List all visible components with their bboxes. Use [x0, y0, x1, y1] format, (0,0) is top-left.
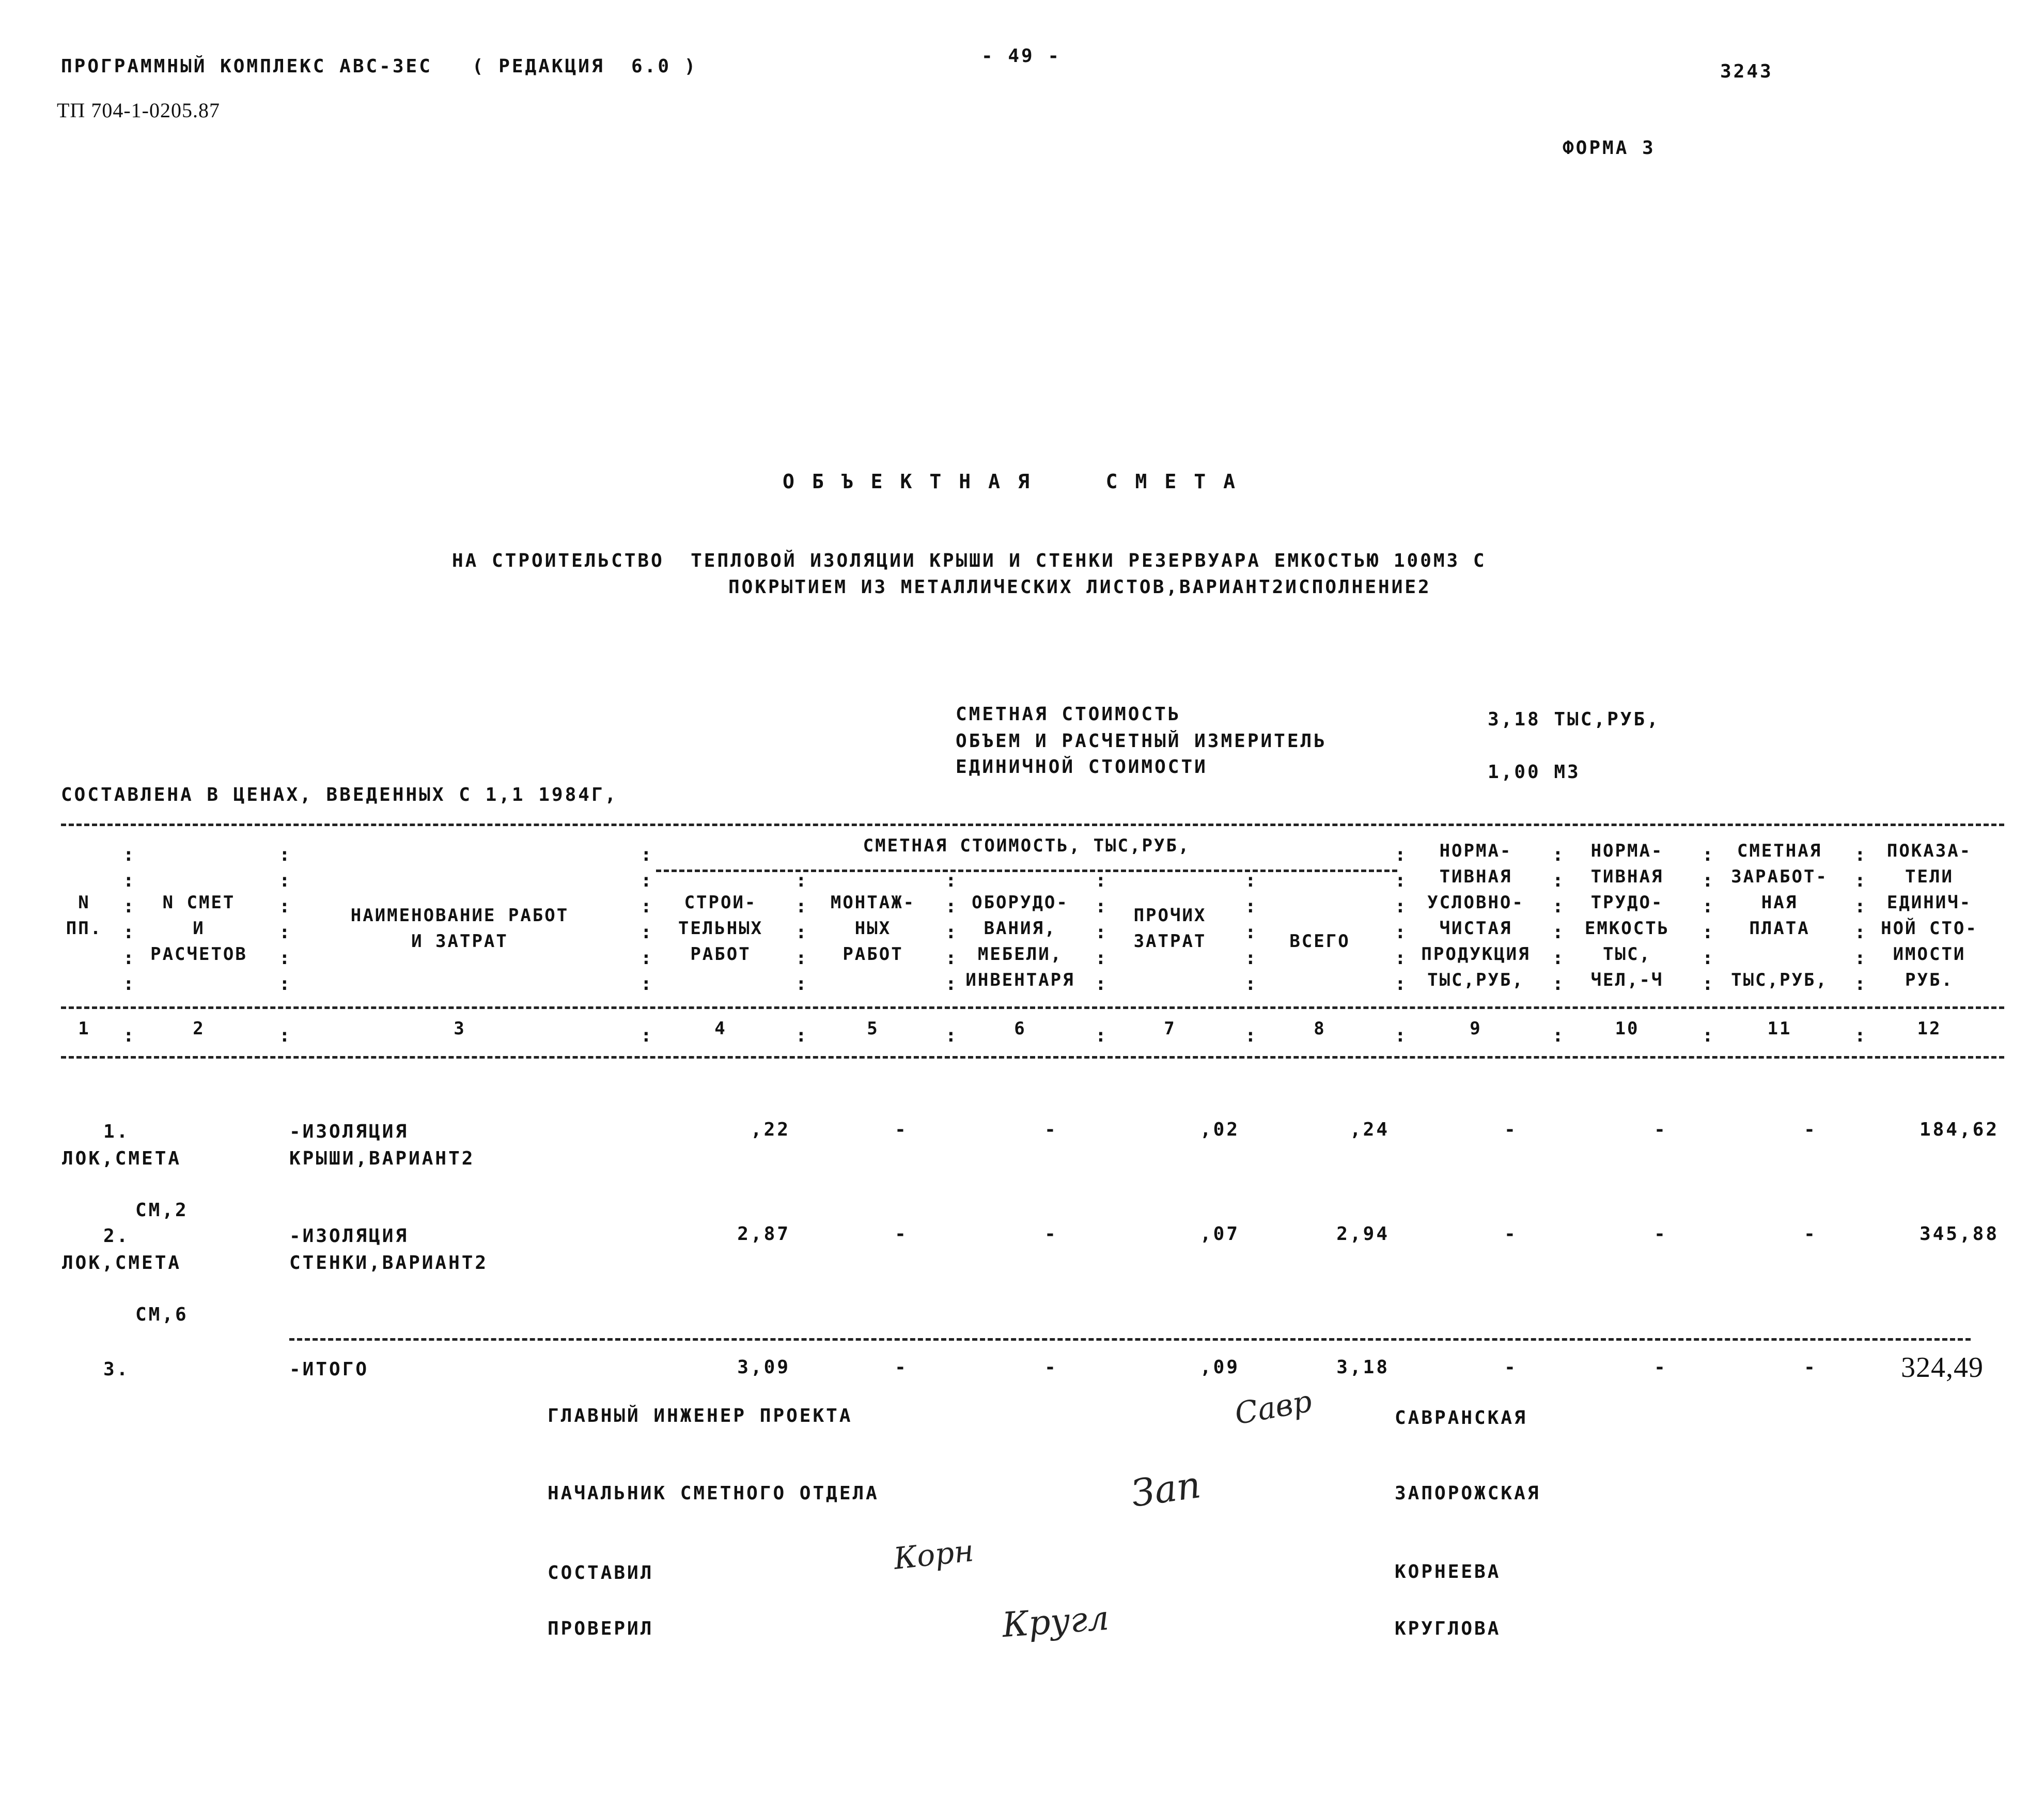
- row-name: -ИЗОЛЯЦИЯ: [289, 1225, 409, 1247]
- col-header-10: НОРМА- ТИВНАЯ ТРУДО- ЕМКОСТЬ ТЫС, ЧЕЛ,-Ч: [1584, 841, 1670, 990]
- column-separator: :: [1702, 1025, 1715, 1046]
- column-separator: :: [1552, 844, 1566, 865]
- cell-labor: -: [1654, 1223, 1667, 1245]
- column-separator: :: [1702, 844, 1715, 865]
- handwritten-signature-checked: Кругл: [1001, 1597, 1111, 1646]
- column-separator: :: [1552, 1025, 1566, 1046]
- cell-unit-index: 184,62: [1919, 1119, 1999, 1140]
- column-separator: :: [641, 948, 654, 969]
- document-code: 3243: [1720, 61, 1773, 82]
- column-separator: :: [1095, 870, 1109, 891]
- column-separator: :: [1854, 896, 1868, 917]
- col-header-6: ОБОРУДО- ВАНИЯ, МЕБЕЛИ, ИНВЕНТАРЯ: [965, 892, 1075, 990]
- column-separator: :: [1095, 922, 1109, 943]
- column-separator: :: [795, 948, 809, 969]
- estimated-cost-value: 3,18 ТЫС,РУБ,: [1488, 709, 1660, 730]
- cell-installation: -: [895, 1119, 908, 1140]
- column-separator: :: [1552, 870, 1566, 891]
- row-name-cont: СТЕНКИ,ВАРИАНТ2: [289, 1252, 489, 1274]
- col-number-3: 3: [454, 1018, 466, 1039]
- col-number-5: 5: [867, 1018, 879, 1039]
- cell-net-output: -: [1504, 1357, 1518, 1378]
- cell-total: 2,94: [1336, 1223, 1390, 1245]
- column-separator: :: [1702, 870, 1715, 891]
- col-header-3: НАИМЕНОВАНИЕ РАБОТ И ЗАТРАТ: [350, 905, 569, 952]
- cell-wages: -: [1804, 1357, 1817, 1378]
- column-separator: :: [1395, 844, 1408, 865]
- unit-value: 1,00 М3: [1488, 762, 1581, 783]
- cell-unit-index: 345,88: [1919, 1223, 1999, 1245]
- cell-labor: -: [1654, 1119, 1667, 1140]
- cell-labor: -: [1654, 1357, 1667, 1378]
- column-separator: :: [1395, 922, 1408, 943]
- column-separator: :: [1395, 948, 1408, 969]
- column-numbers-rule: [61, 1056, 2004, 1059]
- cell-unit-index: 324,49: [1901, 1352, 1984, 1384]
- column-separator: :: [1395, 973, 1408, 995]
- signature-role-chief-engineer: ГЛАВНЫЙ ИНЖЕНЕР ПРОЕКТА: [548, 1405, 853, 1426]
- column-separator: :: [641, 973, 654, 995]
- row-reference-number: СМ,2: [135, 1200, 189, 1221]
- row-reference: ЛОК,СМЕТА: [62, 1252, 182, 1274]
- column-separator: :: [1245, 896, 1258, 917]
- col-number-10: 10: [1615, 1018, 1640, 1039]
- cell-construction: 2,87: [737, 1223, 790, 1245]
- prices-note: СОСТАВЛЕНА В ЦЕНАХ, ВВЕДЕННЫХ С 1,1 1984Г,: [61, 784, 618, 805]
- header-bottom-rule: [61, 1006, 2004, 1009]
- col-number-12: 12: [1917, 1018, 1942, 1039]
- column-separator: :: [1854, 973, 1868, 995]
- col-header-11: СМЕТНАЯ ЗАРАБОТ- НАЯ ПЛАТА ТЫС,РУБ,: [1731, 841, 1828, 990]
- handwritten-signature-chief-engineer: Савр: [1232, 1383, 1315, 1432]
- handwritten-signature-compiled: Корн: [892, 1533, 976, 1576]
- column-separator: :: [1552, 896, 1566, 917]
- cell-net-output: -: [1504, 1223, 1518, 1245]
- column-separator: :: [641, 1025, 654, 1046]
- column-separator: :: [279, 922, 292, 943]
- column-separator: :: [795, 1025, 809, 1046]
- signature-name-checked: КРУГЛОВА: [1395, 1618, 1501, 1639]
- column-separator: :: [279, 896, 292, 917]
- column-separator: :: [123, 1025, 136, 1046]
- group-header-rule: [656, 870, 1397, 872]
- column-separator: :: [123, 844, 136, 865]
- column-separator: :: [123, 896, 136, 917]
- row-name: -ИЗОЛЯЦИЯ: [289, 1121, 409, 1142]
- col-number-9: 9: [1470, 1018, 1482, 1039]
- subject-line-2: ПОКРЫТИЕМ ИЗ МЕТАЛЛИЧЕСКИХ ЛИСТОВ,ВАРИАНТ2ИСПОЛНЕНИЕ2: [728, 577, 1431, 598]
- col-number-1: 1: [78, 1018, 90, 1039]
- cell-construction: ,22: [750, 1119, 790, 1140]
- column-separator: :: [795, 973, 809, 995]
- column-separator: :: [1245, 922, 1258, 943]
- column-separator: :: [123, 948, 136, 969]
- cell-total: 3,18: [1336, 1357, 1390, 1378]
- col-number-4: 4: [714, 1018, 727, 1039]
- column-separator: :: [795, 922, 809, 943]
- signature-role-compiled: СОСТАВИЛ: [548, 1562, 654, 1584]
- column-separator: :: [1095, 1025, 1109, 1046]
- col-header-12: ПОКАЗА- ТЕЛИ ЕДИНИЧ- НОЙ СТО- ИМОСТИ РУБ.: [1881, 841, 1978, 990]
- column-separator: :: [1702, 973, 1715, 995]
- cell-other: ,07: [1199, 1223, 1240, 1245]
- table-top-rule: [61, 824, 2004, 826]
- column-separator: :: [945, 973, 959, 995]
- column-separator: :: [1702, 922, 1715, 943]
- form-label: ФОРМА 3: [1563, 137, 1656, 159]
- column-separator: :: [123, 973, 136, 995]
- column-separator: :: [279, 844, 292, 865]
- column-separator: :: [279, 1025, 292, 1046]
- row-name-cont: КРЫШИ,ВАРИАНТ2: [289, 1148, 475, 1169]
- column-separator: :: [945, 896, 959, 917]
- column-separator: :: [945, 948, 959, 969]
- col-header-2: N СМЕТ И РАСЧЕТОВ: [150, 892, 247, 965]
- cell-wages: -: [1804, 1223, 1817, 1245]
- unit-label-line-2: ЕДИНИЧНОЙ СТОИМОСТИ: [956, 756, 1208, 778]
- column-separator: :: [1245, 1025, 1258, 1046]
- column-separator: :: [123, 922, 136, 943]
- col-header-4: СТРОИ- ТЕЛЬНЫХ РАБОТ: [678, 892, 763, 965]
- col-number-6: 6: [1014, 1018, 1026, 1039]
- cell-equipment: -: [1044, 1223, 1058, 1245]
- cell-other: ,09: [1199, 1357, 1240, 1378]
- row-reference: ЛОК,СМЕТА: [62, 1148, 182, 1169]
- row-reference-number: СМ,6: [135, 1304, 189, 1325]
- col-header-7: ПРОЧИХ ЗАТРАТ: [1133, 905, 1207, 952]
- column-separator: :: [1854, 1025, 1868, 1046]
- column-separator: :: [279, 948, 292, 969]
- subject-line-1: НА СТРОИТЕЛЬСТВО ТЕПЛОВОЙ ИЗОЛЯЦИИ КРЫШИ И СТЕНКИ РЕЗЕРВУАРА ЕМКОСТЬЮ 100М3 С: [452, 550, 1487, 571]
- row-name: -ИТОГО: [289, 1359, 369, 1380]
- column-separator: :: [1854, 948, 1868, 969]
- col-number-8: 8: [1314, 1018, 1326, 1039]
- handwritten-signature-estimate-head: Зап: [1128, 1463, 1204, 1515]
- col-header-9: НОРМА- ТИВНАЯ УСЛОВНО- ЧИСТАЯ ПРОДУКЦИЯ ТЫС,РУБ,: [1421, 841, 1531, 990]
- column-separator: :: [795, 870, 809, 891]
- column-separator: :: [1395, 870, 1408, 891]
- column-separator: :: [945, 1025, 959, 1046]
- cell-equipment: -: [1044, 1357, 1058, 1378]
- col-number-2: 2: [193, 1018, 205, 1039]
- column-separator: :: [1095, 896, 1109, 917]
- column-separator: :: [641, 896, 654, 917]
- column-separator: :: [1702, 896, 1715, 917]
- column-separator: :: [1095, 948, 1109, 969]
- column-separator: :: [1854, 870, 1868, 891]
- col-number-11: 11: [1767, 1018, 1792, 1039]
- column-separator: :: [1854, 922, 1868, 943]
- program-name: ПРОГРАММНЫЙ КОМПЛЕКС АВС-3ЕС ( РЕДАКЦИЯ 6.0 ): [61, 56, 698, 77]
- cell-other: ,02: [1199, 1119, 1240, 1140]
- column-separator: :: [945, 870, 959, 891]
- cell-construction: 3,09: [737, 1357, 790, 1378]
- column-separator: :: [1702, 948, 1715, 969]
- row-number: 2.: [103, 1225, 130, 1247]
- column-separator: :: [1095, 973, 1109, 995]
- row-number: 1.: [103, 1121, 130, 1142]
- column-separator: :: [1245, 948, 1258, 969]
- column-separator: :: [1245, 973, 1258, 995]
- column-separator: :: [1552, 922, 1566, 943]
- cell-equipment: -: [1044, 1119, 1058, 1140]
- page-number: - 49 -: [981, 45, 1062, 67]
- col-number-7: 7: [1164, 1018, 1176, 1039]
- column-separator: :: [1854, 844, 1868, 865]
- estimated-cost-label: СМЕТНАЯ СТОИМОСТЬ: [956, 704, 1181, 725]
- unit-label-line-1: ОБЪЕМ И РАСЧЕТНЫЙ ИЗМЕРИТЕЛЬ: [956, 731, 1327, 752]
- cell-wages: -: [1804, 1119, 1817, 1140]
- cell-net-output: -: [1504, 1119, 1518, 1140]
- column-separator: :: [1552, 948, 1566, 969]
- cell-total: ,24: [1349, 1119, 1390, 1140]
- signature-name-chief-engineer: САВРАНСКАЯ: [1395, 1407, 1527, 1429]
- column-separator: :: [641, 844, 654, 865]
- tp-number: ТП 704-1-0205.87: [57, 99, 220, 122]
- total-rule: [289, 1338, 1971, 1341]
- cell-installation: -: [895, 1223, 908, 1245]
- column-separator: :: [1395, 896, 1408, 917]
- cost-group-header: СМЕТНАЯ СТОИМОСТЬ, ТЫС,РУБ,: [863, 835, 1191, 856]
- column-separator: :: [795, 896, 809, 917]
- column-separator: :: [1245, 870, 1258, 891]
- document-title: ОБЪЕКТНАЯ СМЕТА: [783, 470, 1253, 493]
- signature-role-estimate-head: НАЧАЛЬНИК СМЕТНОГО ОТДЕЛА: [548, 1483, 879, 1504]
- col-header-5: МОНТАЖ- НЫХ РАБОТ: [830, 892, 916, 965]
- column-separator: :: [123, 870, 136, 891]
- col-header-1: N ПП.: [66, 892, 103, 939]
- column-separator: :: [641, 922, 654, 943]
- column-separator: :: [279, 973, 292, 995]
- column-separator: :: [1552, 973, 1566, 995]
- column-separator: :: [641, 870, 654, 891]
- signature-role-checked: ПРОВЕРИЛ: [548, 1618, 654, 1639]
- col-header-8: ВСЕГО: [1289, 931, 1350, 952]
- signature-name-compiled: КОРНЕЕВА: [1395, 1561, 1501, 1582]
- cell-installation: -: [895, 1357, 908, 1378]
- row-number: 3.: [103, 1359, 130, 1380]
- column-separator: :: [1395, 1025, 1408, 1046]
- column-separator: :: [279, 870, 292, 891]
- signature-name-estimate-head: ЗАПОРОЖСКАЯ: [1395, 1483, 1541, 1504]
- column-separator: :: [945, 922, 959, 943]
